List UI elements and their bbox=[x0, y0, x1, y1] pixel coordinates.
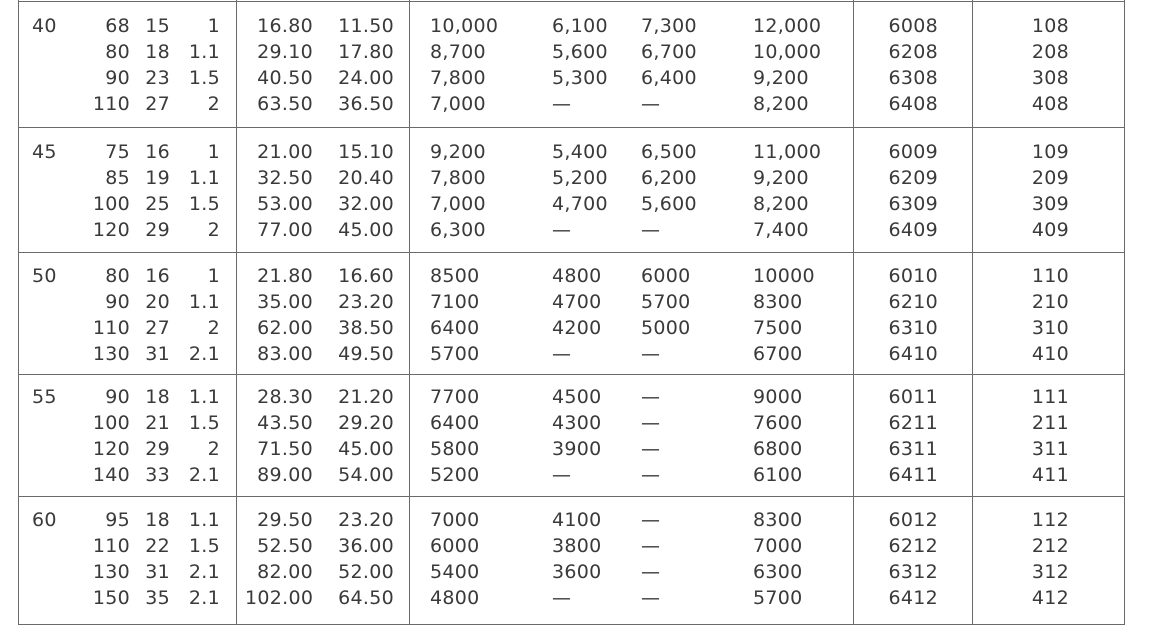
static-load-cell: 54.00 bbox=[338, 464, 394, 486]
speed-oil-1-cell: 5,200 bbox=[552, 167, 608, 189]
old-code-cell: 310 bbox=[1031, 317, 1069, 339]
speed-oil-1-cell: 4200 bbox=[552, 317, 602, 339]
group-divider bbox=[18, 127, 1125, 128]
speed-grease-1-cell: 8500 bbox=[430, 265, 480, 287]
speed-grease-2-cell: — bbox=[641, 535, 661, 557]
chamfer-cell: 1.1 bbox=[188, 167, 220, 189]
speed-grease-1-cell: 7,000 bbox=[430, 193, 486, 215]
group-divider bbox=[18, 374, 1125, 375]
width-cell: 21 bbox=[145, 412, 170, 434]
speed-grease-1-cell: 9,200 bbox=[430, 141, 486, 163]
static-load-cell: 38.50 bbox=[338, 317, 394, 339]
old-code-cell: 209 bbox=[1031, 167, 1069, 189]
width-cell: 31 bbox=[145, 561, 170, 583]
static-load-cell: 36.50 bbox=[338, 93, 394, 115]
dynamic-load-cell: 16.80 bbox=[257, 15, 313, 37]
speed-grease-1-cell: 8,700 bbox=[430, 41, 486, 63]
outer-diameter-cell: 68 bbox=[105, 15, 130, 37]
chamfer-cell: 2.1 bbox=[188, 343, 220, 365]
bearing-number-cell: 6212 bbox=[888, 535, 938, 557]
outer-diameter-cell: 100 bbox=[92, 412, 130, 434]
outer-diameter-cell: 80 bbox=[105, 41, 130, 63]
speed-oil-2-cell: 6700 bbox=[753, 343, 803, 365]
bearing-number-cell: 6310 bbox=[888, 317, 938, 339]
column-divider bbox=[972, 0, 973, 624]
dynamic-load-cell: 40.50 bbox=[257, 67, 313, 89]
static-load-cell: 23.20 bbox=[338, 509, 394, 531]
speed-oil-1-cell: 5,400 bbox=[552, 141, 608, 163]
speed-oil-2-cell: 8,200 bbox=[753, 193, 809, 215]
dynamic-load-cell: 62.00 bbox=[257, 317, 313, 339]
speed-grease-2-cell: — bbox=[641, 343, 661, 365]
width-cell: 29 bbox=[145, 219, 170, 241]
speed-oil-2-cell: 12,000 bbox=[753, 15, 822, 37]
static-load-cell: 16.60 bbox=[338, 265, 394, 287]
speed-grease-2-cell: 7,300 bbox=[641, 15, 697, 37]
speed-grease-2-cell: 6,500 bbox=[641, 141, 697, 163]
chamfer-cell: 2 bbox=[207, 317, 220, 339]
speed-oil-2-cell: 9,200 bbox=[753, 67, 809, 89]
width-cell: 22 bbox=[145, 535, 170, 557]
speed-grease-1-cell: 5700 bbox=[430, 343, 480, 365]
dynamic-load-cell: 83.00 bbox=[257, 343, 313, 365]
speed-grease-1-cell: 6,300 bbox=[430, 219, 486, 241]
speed-oil-1-cell: 5,300 bbox=[552, 67, 608, 89]
column-divider bbox=[236, 0, 237, 624]
old-code-cell: 112 bbox=[1031, 509, 1069, 531]
chamfer-cell: 2.1 bbox=[188, 587, 220, 609]
bore-diameter: 55 bbox=[32, 386, 57, 408]
old-code-cell: 108 bbox=[1031, 15, 1069, 37]
chamfer-cell: 2 bbox=[207, 438, 220, 460]
outer-diameter-cell: 140 bbox=[92, 464, 130, 486]
bearing-number-cell: 6411 bbox=[888, 464, 938, 486]
speed-grease-2-cell: 6000 bbox=[641, 265, 691, 287]
chamfer-cell: 1 bbox=[207, 15, 220, 37]
outer-diameter-cell: 90 bbox=[105, 386, 130, 408]
width-cell: 35 bbox=[145, 587, 170, 609]
speed-grease-2-cell: — bbox=[641, 93, 661, 115]
old-code-cell: 211 bbox=[1031, 412, 1069, 434]
speed-grease-2-cell: — bbox=[641, 464, 661, 486]
chamfer-cell: 2 bbox=[207, 219, 220, 241]
speed-grease-1-cell: 6000 bbox=[430, 535, 480, 557]
outer-diameter-cell: 75 bbox=[105, 141, 130, 163]
dynamic-load-cell: 29.10 bbox=[257, 41, 313, 63]
group-divider bbox=[18, 1, 1125, 2]
speed-grease-2-cell: 5700 bbox=[641, 291, 691, 313]
chamfer-cell: 1.1 bbox=[188, 291, 220, 313]
bearing-number-cell: 6012 bbox=[888, 509, 938, 531]
speed-grease-1-cell: 7,000 bbox=[430, 93, 486, 115]
speed-oil-2-cell: 6800 bbox=[753, 438, 803, 460]
dynamic-load-cell: 52.50 bbox=[257, 535, 313, 557]
width-cell: 25 bbox=[145, 193, 170, 215]
dynamic-load-cell: 63.50 bbox=[257, 93, 313, 115]
chamfer-cell: 1 bbox=[207, 141, 220, 163]
bearing-number-cell: 6010 bbox=[888, 265, 938, 287]
static-load-cell: 17.80 bbox=[338, 41, 394, 63]
static-load-cell: 20.40 bbox=[338, 167, 394, 189]
old-code-cell: 411 bbox=[1031, 464, 1069, 486]
chamfer-cell: 1.1 bbox=[188, 386, 220, 408]
speed-oil-1-cell: 3800 bbox=[552, 535, 602, 557]
speed-oil-2-cell: 7,400 bbox=[753, 219, 809, 241]
speed-grease-2-cell: — bbox=[641, 561, 661, 583]
bearing-number-cell: 6009 bbox=[888, 141, 938, 163]
speed-oil-1-cell: 6,100 bbox=[552, 15, 608, 37]
static-load-cell: 36.00 bbox=[338, 535, 394, 557]
bore-diameter: 50 bbox=[32, 265, 57, 287]
outer-diameter-cell: 90 bbox=[105, 291, 130, 313]
outer-diameter-cell: 80 bbox=[105, 265, 130, 287]
speed-oil-1-cell: — bbox=[552, 343, 572, 365]
bearing-number-cell: 6008 bbox=[888, 15, 938, 37]
old-code-cell: 210 bbox=[1031, 291, 1069, 313]
speed-oil-1-cell: 4800 bbox=[552, 265, 602, 287]
dynamic-load-cell: 35.00 bbox=[257, 291, 313, 313]
speed-oil-2-cell: 10000 bbox=[753, 265, 815, 287]
old-code-cell: 309 bbox=[1031, 193, 1069, 215]
old-code-cell: 410 bbox=[1031, 343, 1069, 365]
dynamic-load-cell: 29.50 bbox=[257, 509, 313, 531]
width-cell: 31 bbox=[145, 343, 170, 365]
dynamic-load-cell: 21.80 bbox=[257, 265, 313, 287]
chamfer-cell: 1.5 bbox=[188, 67, 220, 89]
width-cell: 19 bbox=[145, 167, 170, 189]
bearing-number-cell: 6210 bbox=[888, 291, 938, 313]
speed-oil-2-cell: 9,200 bbox=[753, 167, 809, 189]
outer-diameter-cell: 100 bbox=[92, 193, 130, 215]
speed-grease-1-cell: 10,000 bbox=[430, 15, 499, 37]
bearing-number-cell: 6311 bbox=[888, 438, 938, 460]
static-load-cell: 45.00 bbox=[338, 219, 394, 241]
speed-grease-2-cell: — bbox=[641, 412, 661, 434]
speed-grease-1-cell: 6400 bbox=[430, 317, 480, 339]
column-divider bbox=[409, 0, 410, 624]
dynamic-load-cell: 89.00 bbox=[257, 464, 313, 486]
speed-grease-1-cell: 5800 bbox=[430, 438, 480, 460]
old-code-cell: 110 bbox=[1031, 265, 1069, 287]
outer-diameter-cell: 90 bbox=[105, 67, 130, 89]
speed-oil-1-cell: — bbox=[552, 219, 572, 241]
bearing-number-cell: 6208 bbox=[888, 41, 938, 63]
width-cell: 18 bbox=[145, 386, 170, 408]
dynamic-load-cell: 28.30 bbox=[257, 386, 313, 408]
speed-oil-1-cell: 3600 bbox=[552, 561, 602, 583]
dynamic-load-cell: 53.00 bbox=[257, 193, 313, 215]
bearing-number-cell: 6309 bbox=[888, 193, 938, 215]
speed-oil-1-cell: 3900 bbox=[552, 438, 602, 460]
speed-oil-2-cell: 6300 bbox=[753, 561, 803, 583]
speed-grease-1-cell: 7,800 bbox=[430, 167, 486, 189]
group-divider bbox=[18, 252, 1125, 253]
width-cell: 20 bbox=[145, 291, 170, 313]
speed-grease-2-cell: 5000 bbox=[641, 317, 691, 339]
column-divider bbox=[853, 0, 854, 624]
bearing-number-cell: 6410 bbox=[888, 343, 938, 365]
speed-grease-2-cell: — bbox=[641, 438, 661, 460]
speed-oil-1-cell: 4300 bbox=[552, 412, 602, 434]
width-cell: 33 bbox=[145, 464, 170, 486]
speed-oil-1-cell: 4100 bbox=[552, 509, 602, 531]
static-load-cell: 11.50 bbox=[338, 15, 394, 37]
dynamic-load-cell: 32.50 bbox=[257, 167, 313, 189]
dynamic-load-cell: 82.00 bbox=[257, 561, 313, 583]
bearing-number-cell: 6409 bbox=[888, 219, 938, 241]
speed-grease-2-cell: — bbox=[641, 386, 661, 408]
dynamic-load-cell: 102.00 bbox=[245, 587, 314, 609]
width-cell: 16 bbox=[145, 141, 170, 163]
dynamic-load-cell: 77.00 bbox=[257, 219, 313, 241]
speed-oil-1-cell: — bbox=[552, 587, 572, 609]
speed-grease-1-cell: 5400 bbox=[430, 561, 480, 583]
old-code-cell: 311 bbox=[1031, 438, 1069, 460]
outer-diameter-cell: 110 bbox=[92, 317, 130, 339]
old-code-cell: 208 bbox=[1031, 41, 1069, 63]
speed-grease-2-cell: — bbox=[641, 219, 661, 241]
bore-diameter: 60 bbox=[32, 509, 57, 531]
bearing-number-cell: 6312 bbox=[888, 561, 938, 583]
dynamic-load-cell: 43.50 bbox=[257, 412, 313, 434]
outer-diameter-cell: 110 bbox=[92, 93, 130, 115]
speed-grease-1-cell: 4800 bbox=[430, 587, 480, 609]
speed-oil-1-cell: 5,600 bbox=[552, 41, 608, 63]
chamfer-cell: 1.1 bbox=[188, 509, 220, 531]
width-cell: 27 bbox=[145, 317, 170, 339]
old-code-cell: 409 bbox=[1031, 219, 1069, 241]
speed-grease-1-cell: 7100 bbox=[430, 291, 480, 313]
old-code-cell: 109 bbox=[1031, 141, 1069, 163]
width-cell: 29 bbox=[145, 438, 170, 460]
speed-oil-2-cell: 9000 bbox=[753, 386, 803, 408]
speed-grease-2-cell: 6,400 bbox=[641, 67, 697, 89]
static-load-cell: 32.00 bbox=[338, 193, 394, 215]
table-bottom-border bbox=[18, 624, 1125, 625]
chamfer-cell: 2 bbox=[207, 93, 220, 115]
outer-diameter-cell: 150 bbox=[92, 587, 130, 609]
chamfer-cell: 1.5 bbox=[188, 193, 220, 215]
speed-oil-1-cell: 4700 bbox=[552, 291, 602, 313]
outer-diameter-cell: 130 bbox=[92, 561, 130, 583]
static-load-cell: 29.20 bbox=[338, 412, 394, 434]
speed-grease-1-cell: 7,800 bbox=[430, 67, 486, 89]
static-load-cell: 64.50 bbox=[338, 587, 394, 609]
group-divider bbox=[18, 496, 1125, 497]
speed-grease-2-cell: 6,700 bbox=[641, 41, 697, 63]
speed-oil-2-cell: 5700 bbox=[753, 587, 803, 609]
width-cell: 16 bbox=[145, 265, 170, 287]
static-load-cell: 49.50 bbox=[338, 343, 394, 365]
speed-oil-2-cell: 7000 bbox=[753, 535, 803, 557]
outer-diameter-cell: 110 bbox=[92, 535, 130, 557]
speed-oil-2-cell: 8300 bbox=[753, 291, 803, 313]
speed-grease-2-cell: 5,600 bbox=[641, 193, 697, 215]
speed-oil-1-cell: 4500 bbox=[552, 386, 602, 408]
speed-grease-2-cell: 6,200 bbox=[641, 167, 697, 189]
speed-grease-1-cell: 6400 bbox=[430, 412, 480, 434]
speed-oil-1-cell: — bbox=[552, 464, 572, 486]
old-code-cell: 408 bbox=[1031, 93, 1069, 115]
chamfer-cell: 1.5 bbox=[188, 412, 220, 434]
speed-grease-1-cell: 5200 bbox=[430, 464, 480, 486]
old-code-cell: 312 bbox=[1031, 561, 1069, 583]
width-cell: 23 bbox=[145, 67, 170, 89]
speed-oil-2-cell: 10,000 bbox=[753, 41, 822, 63]
static-load-cell: 23.20 bbox=[338, 291, 394, 313]
outer-diameter-cell: 130 bbox=[92, 343, 130, 365]
bearing-number-cell: 6209 bbox=[888, 167, 938, 189]
bearing-number-cell: 6408 bbox=[888, 93, 938, 115]
dynamic-load-cell: 71.50 bbox=[257, 438, 313, 460]
bore-diameter: 45 bbox=[32, 141, 57, 163]
speed-oil-2-cell: 11,000 bbox=[753, 141, 822, 163]
static-load-cell: 24.00 bbox=[338, 67, 394, 89]
chamfer-cell: 1.1 bbox=[188, 41, 220, 63]
speed-oil-2-cell: 8,200 bbox=[753, 93, 809, 115]
chamfer-cell: 1.5 bbox=[188, 535, 220, 557]
dynamic-load-cell: 21.00 bbox=[257, 141, 313, 163]
chamfer-cell: 1 bbox=[207, 265, 220, 287]
speed-oil-2-cell: 7600 bbox=[753, 412, 803, 434]
speed-grease-2-cell: — bbox=[641, 587, 661, 609]
old-code-cell: 111 bbox=[1031, 386, 1069, 408]
speed-grease-1-cell: 7700 bbox=[430, 386, 480, 408]
static-load-cell: 52.00 bbox=[338, 561, 394, 583]
speed-oil-1-cell: — bbox=[552, 93, 572, 115]
old-code-cell: 412 bbox=[1031, 587, 1069, 609]
outer-diameter-cell: 85 bbox=[105, 167, 130, 189]
width-cell: 18 bbox=[145, 509, 170, 531]
outer-diameter-cell: 120 bbox=[92, 219, 130, 241]
speed-oil-2-cell: 7500 bbox=[753, 317, 803, 339]
bore-diameter: 40 bbox=[32, 15, 57, 37]
outer-diameter-cell: 120 bbox=[92, 438, 130, 460]
bearing-number-cell: 6011 bbox=[888, 386, 938, 408]
width-cell: 15 bbox=[145, 15, 170, 37]
bearing-number-cell: 6211 bbox=[888, 412, 938, 434]
chamfer-cell: 2.1 bbox=[188, 561, 220, 583]
speed-oil-1-cell: 4,700 bbox=[552, 193, 608, 215]
old-code-cell: 308 bbox=[1031, 67, 1069, 89]
static-load-cell: 15.10 bbox=[338, 141, 394, 163]
bearing-number-cell: 6412 bbox=[888, 587, 938, 609]
bearing-number-cell: 6308 bbox=[888, 67, 938, 89]
speed-oil-2-cell: 8300 bbox=[753, 509, 803, 531]
speed-oil-2-cell: 6100 bbox=[753, 464, 803, 486]
speed-grease-1-cell: 7000 bbox=[430, 509, 480, 531]
width-cell: 27 bbox=[145, 93, 170, 115]
old-code-cell: 212 bbox=[1031, 535, 1069, 557]
speed-grease-2-cell: — bbox=[641, 509, 661, 531]
width-cell: 18 bbox=[145, 41, 170, 63]
outer-diameter-cell: 95 bbox=[105, 509, 130, 531]
static-load-cell: 21.20 bbox=[338, 386, 394, 408]
static-load-cell: 45.00 bbox=[338, 438, 394, 460]
chamfer-cell: 2.1 bbox=[188, 464, 220, 486]
